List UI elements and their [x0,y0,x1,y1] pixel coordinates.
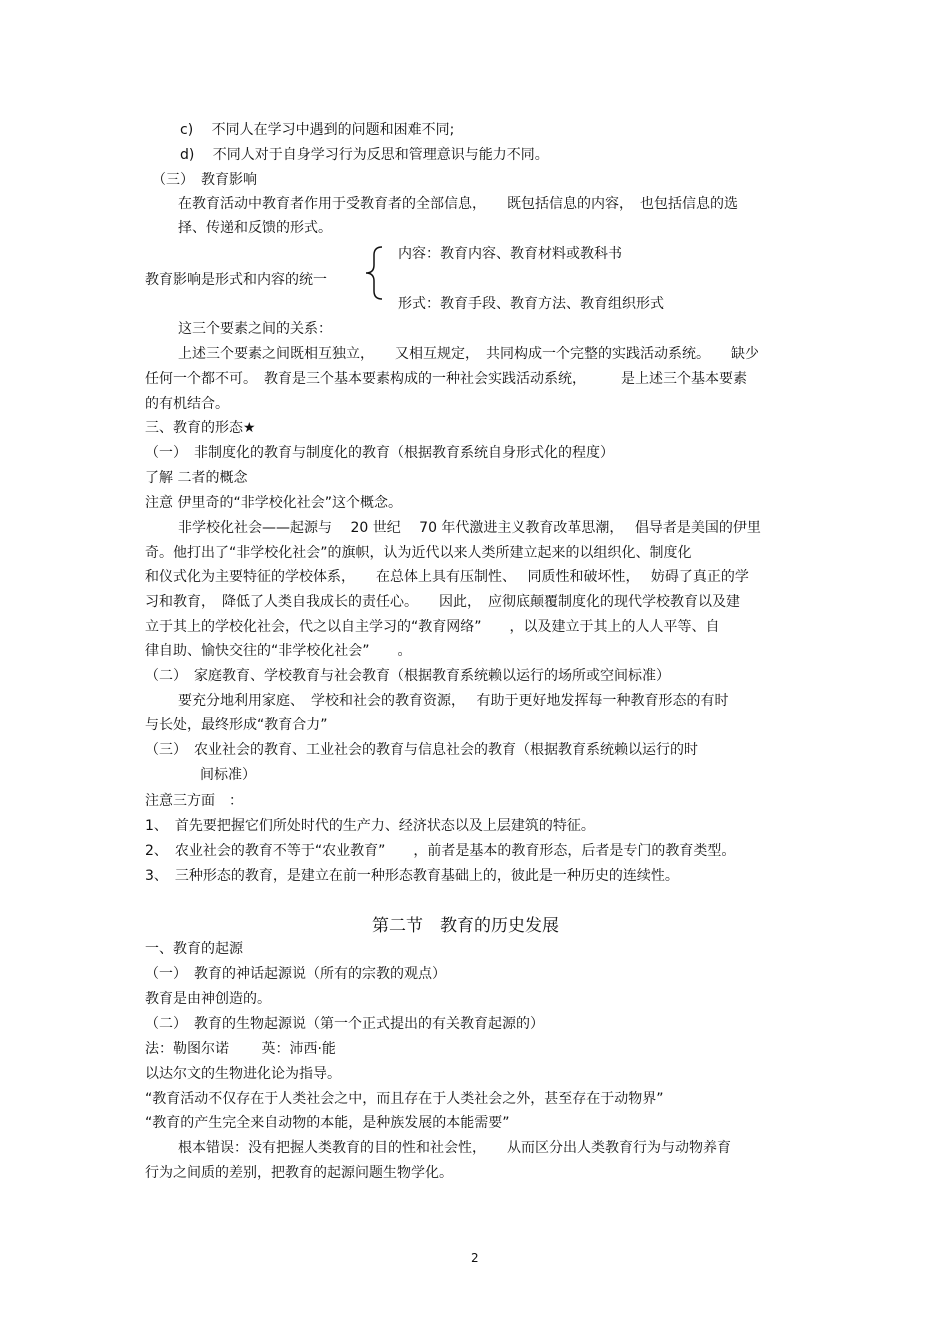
line-41: 行为之间质的差别，把教育的起源问题生物学化。 [145,1165,453,1181]
brace-content: 内容：教育内容、教育材料或教科书 [398,246,622,262]
line-17: 非学校化社会——起源与 20 世纪 70 年代激进主义教育改革思潮， 倡导者是美国的伊里 [178,520,761,536]
line-14: （一） 非制度化的教育与制度化的教育（根据教育系统自身形式化的程度） [145,445,614,461]
line-30: 2、 农业社会的教育不等于“农业教育” ，前者是基本的教育形态，后者是专门的教育类型。 [145,843,736,859]
line-37: 以达尔文的生物进化论为指导。 [145,1066,341,1082]
line-20: 习和教育， 降低了人类自我成长的责任心。 因此， 应彻底颠覆制度化的现代学校教育以及建 [145,594,740,610]
line-40: 根本错误：没有把握人类教育的目的性和社会性， 从而区分出人类教育行为与动物养育 [178,1140,731,1156]
line-36: 法：勒图尔诺 英：沛西·能 [145,1041,336,1057]
line-2: d) 不同人对于自身学习行为反思和管理意识与能力不同。 [180,147,549,163]
line-22: 律自助、愉快交往的“非学校化社会” 。 [145,643,412,659]
line-39: “教育的产生完全来自动物的本能，是种族发展的本能需要” [145,1115,510,1131]
line-3: （三） 教育影响 [152,172,257,188]
line-1: c) 不同人在学习中遇到的问题和困难不同; [180,122,455,138]
line-23: （二） 家庭教育、学校教育与社会教育（根据教育系统赖以运行的场所或空间标准） [145,668,670,684]
line-10: 上述三个要素之间既相互独立， 又相互规定， 共同构成一个完整的实践活动系统。 缺少 [178,346,759,362]
line-35: （二） 教育的生物起源说（第一个正式提出的有关教育起源的） [145,1016,544,1032]
line-33: （一） 教育的神话起源说（所有的宗教的观点） [145,966,446,982]
line-5: 择、传递和反馈的形式。 [178,220,332,236]
page-number: 2 [471,1251,479,1265]
line-18: 奇。他打出了“非学校化社会”的旗帜，认为近代以来人类所建立起来的以组织化、制度化 [145,545,692,561]
line-16: 注意 伊里奇的“非学校化社会”这个概念。 [145,495,402,511]
line-29: 1、 首先要把握它们所处时代的生产力、经济状态以及上层建筑的特征。 [145,818,595,834]
line-19: 和仪式化为主要特征的学校体系， 在总体上具有压制性、 同质性和破坏性， 妨碍了真正的学 [145,569,749,585]
line-26: （三） 农业社会的教育、工业社会的教育与信息社会的教育（根据教育系统赖以运行的时 [145,742,698,758]
curly-brace-icon [362,245,386,301]
line-24: 要充分地利用家庭、 学校和社会的教育资源， 有助于更好地发挥每一种教育形态的有时 [178,693,729,709]
section-title: 第二节 教育的历史发展 [372,916,559,936]
line-28: 注意三方面 ： [145,793,243,809]
line-27: 间标准） [200,767,256,783]
line-31: 3、 三种形态的教育，是建立在前一种形态教育基础上的，彼此是一种历史的连续性。 [145,868,679,884]
line-34: 教育是由神创造的。 [145,991,271,1007]
line-25: 与长处，最终形成“教育合力” [145,717,328,733]
line-12: 的有机结合。 [145,396,229,412]
line-38: “教育活动不仅存在于人类社会之中，而且存在于人类社会之外，甚至存在于动物界” [145,1091,664,1107]
line-15: 了解 二者的概念 [145,470,248,486]
line-9: 这三个要素之间的关系： [178,321,332,337]
line-32: 一、教育的起源 [145,941,243,957]
line-11: 任何一个都不可。 教育是三个基本要素构成的一种社会实践活动系统， 是上述三个基本要素 [145,371,747,387]
line-4: 在教育活动中教育者作用于受教育者的全部信息， 既包括信息的内容， 也包括信息的选 [178,196,738,212]
brace-form: 形式：教育手段、教育方法、教育组织形式 [398,296,664,312]
brace-label: 教育影响是形式和内容的统一 [145,272,327,288]
line-13: 三、教育的形态★ [145,420,256,436]
line-21: 立于其上的学校化社会，代之以自主学习的“教育网络” ，以及建立于其上的人人平等、自 [145,619,720,635]
